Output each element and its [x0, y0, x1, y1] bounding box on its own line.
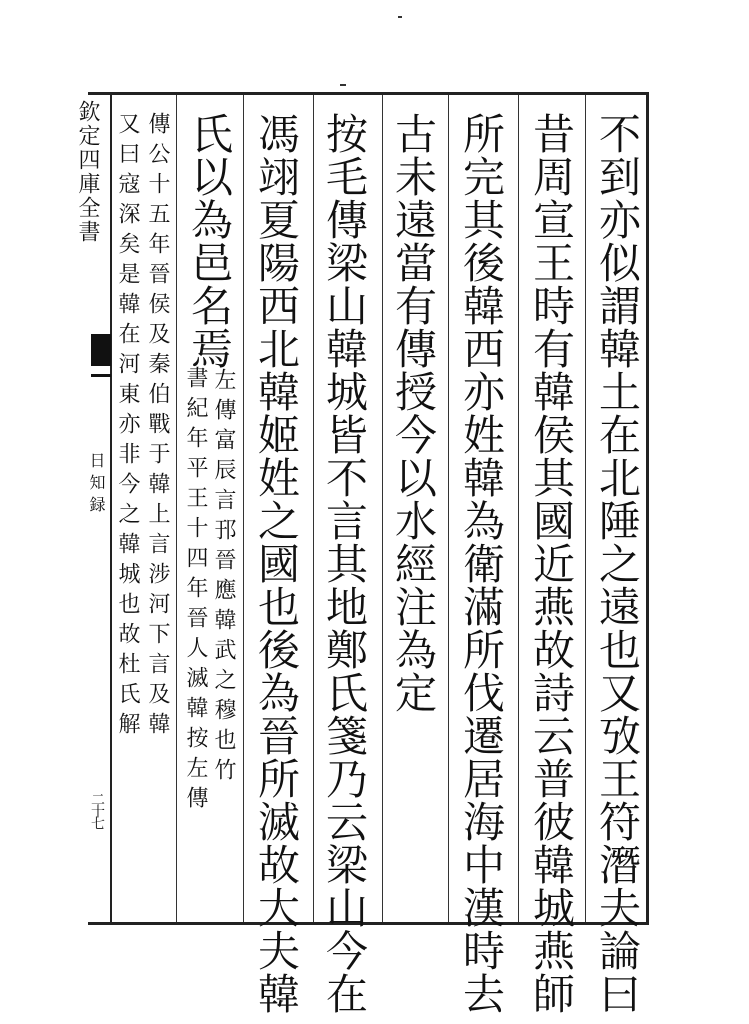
- column-divider: [176, 95, 177, 922]
- commentary-column-3: 傳公十五年晉侯及秦伯戰于韓上言涉河下言及韓: [145, 112, 170, 742]
- commentary-column-2: 書紀年平王十四年晉人滅韓按左傳: [183, 366, 208, 816]
- column-divider: [313, 95, 314, 922]
- margin-book-title: 欽定四庫全書: [75, 100, 100, 244]
- column-divider: [518, 95, 519, 922]
- text-column-7: 氏以為邑名焉: [185, 112, 234, 370]
- frame-left-border: [110, 92, 112, 925]
- text-column-1: 不到亦似謂韓土在北陲之遠也又攷王符潛夫論曰: [593, 112, 642, 1015]
- margin-book-name: 日知録: [87, 452, 106, 518]
- text-column-2: 昔周宣王時有韓侯其國近燕故詩云普彼韓城燕師: [527, 112, 576, 1015]
- column-divider: [243, 95, 244, 922]
- frame-right-border: [646, 92, 649, 925]
- column-divider: [585, 95, 586, 922]
- text-column-6: 馮翊夏陽西北韓姬姓之國也後為晉所滅故大夫韓: [252, 112, 301, 1015]
- print-mark: [398, 16, 402, 18]
- text-column-3: 所完其後韓西亦姓韓為衛滿所伐遷居海中漢時去: [457, 112, 506, 1015]
- text-column-4: 古未遠當有傳授今以水經注為定: [389, 112, 438, 714]
- text-column-5: 按毛傳梁山韓城皆不言其地鄭氏箋乃云梁山今在: [320, 112, 369, 1015]
- column-divider: [448, 95, 449, 922]
- frame-top-border: [88, 92, 648, 95]
- commentary-column-4: 又曰寇深矣是韓在河東亦非今之韓城也故杜氏解: [115, 112, 140, 742]
- commentary-column-1: 左傳富辰言邘晉應韓武之穆也竹: [211, 368, 236, 788]
- fish-tail-line: [91, 374, 111, 377]
- margin-page-number: 二十七: [89, 792, 105, 828]
- column-divider: [382, 95, 383, 922]
- print-mark: [340, 84, 346, 86]
- fish-tail-mark: [91, 334, 111, 366]
